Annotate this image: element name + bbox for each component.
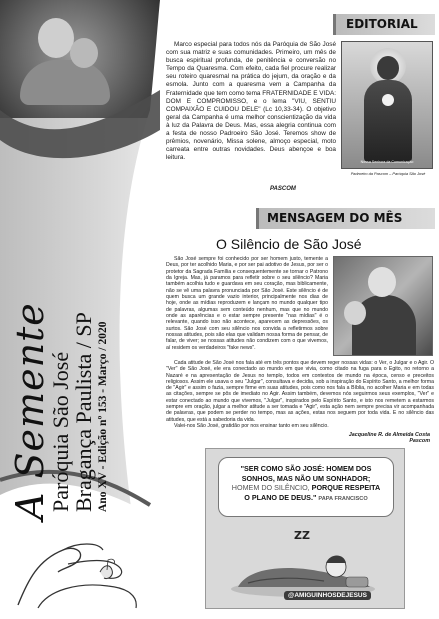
- left-banner: [0, 0, 160, 619]
- edition-info: Ano XV - Edição nº 153 - Março / 2020: [97, 321, 110, 512]
- saint-joseph-child-image: [333, 256, 433, 356]
- hands-seed-drawing: [8, 520, 148, 610]
- editorial-text: Marco especial para todos nós da Paróquia de São José com sua matriz e suas comunidades. Primeiro, um mês de busca espiritual profunda, de penitência e conversão no Tempo da Quaresma. Com efeito, cada fiel procure realizar seu roteiro quaresmal na prática do jejum, da oração e da esmola. Junto com a quaresma vem a Campanha da Fraternidade que tem como tema FRATERNIDADE E VIDA: DOM E COMPROMISSO, e o lema "VIU, SENTIU COMPAIXÃO E CUIDOU DELE" (Lc 10,33-34). O objetivo geral da Campanha é uma melhor conscientização da vida à luz da Palavra de Deus. Mas, essa alegria continua com a festa de nosso Padroeiro São José. Teremos show de prêmios, novenário, Missa solene, almoço especial, moto carreata entre outras novidades. Deus abençoe e boa leitura.: [166, 41, 337, 162]
- newsletter-title: A Semente: [7, 302, 52, 520]
- banner-masthead: [7, 190, 110, 520]
- author-name: Jacqueline R. de Almeida Costa: [348, 432, 430, 438]
- quote-text: PORQUE RESPEITA O PLANO DE DEUS.": [244, 483, 381, 502]
- message-header: MENSAGEM DO MÊS: [256, 208, 435, 229]
- quote-bubble: [218, 457, 394, 517]
- editorial-header: EDITORIAL: [333, 14, 435, 35]
- message-title: O Silêncio de São José: [216, 236, 362, 252]
- saint-image-label: Nossa Senhora da Comunicação: [360, 160, 414, 164]
- editorial-signature: PASCOM: [270, 186, 296, 192]
- author-org: Pascom: [409, 438, 430, 445]
- message-intro-text: São José sempre foi conhecido por ser homem justo, temente a Deus, por ter acolhido Maria, e por ser pai adotivo de Jesus, por ser o protetor da Sagrada Família e consequentemente se tornar o Patrono da Igreja. Mas, já paramos para refletir sobre o seu silêncio? Maria também acolhia tudo e guardava em seu coração, mas biblicamente, não se vê uma palavra pronunciada por São José. Este silêncio é de quem busca um grande vazio interior, principalmente nos dias de hoje, onde as mídias reproduzem e lançam no mundo qualquer tipo de palavras, algumas sem conteúdo nenhum, mas que no mundo onde as aparências e o estar sempre presente "nas mídias" é o relevante, quando isso não acontece, aparecem as depressões, os surtos. São José com seu silêncio nos convida a refletirmos sobre nossas atitudes, pois são elas que validam nossa forma de pensar, de falar, de viver; se nossas atitudes não condizem com o que vivemos, aí residem os verdadeiros "fake news".: [166, 256, 328, 351]
- saint-image: [341, 41, 433, 169]
- message-body: [166, 360, 434, 429]
- message-signature: [300, 432, 430, 445]
- quote-text: MAS NÃO UM SONHADOR;: [276, 473, 371, 483]
- quote-text: "SER COMO SÃO JOSÉ: HOMEM DOS SONHOS,: [240, 464, 372, 483]
- social-handle: @AMIGUINHOSDEJESUS: [284, 591, 371, 600]
- message-paragraph: Cada atitude de São José nos fala até em três pontos que devem reger nossas vidas: o Ver, o Julgar e o Agir. O "Ver" de São José, ele era conectado ao mundo em que vivia, como citado na fuga para o Egito, no retorno a Nazaré e na apresentação de Jesus no templo, todos em contextos de mundo na época, censo e preceitos religiosos. Assim ele usava o seu "Julgar", consultava e decidia, sob a inspiração do Espírito Santo, a melhor forma de "Agir" e assim o fazia, sempre firme em suas atitudes, pois como nos fala a Bíblia, no acolher Maria e em todas as citações, sempre se pôs de imediato no Agir. Assim também, devemos nós seguirmos seus exemplos, "Ver" e estar conectado ao mundo que vivemos, "Julgar", inspirados pelo Espírito Santo, e isto nos remetem a estarmos sempre em oração, julgar a melhor atitude a ser tomada e "Agir", esta ação nem sempre precisa vir acompanhada de palavras, que podem se perder no tempo, mas as ações, estas nos seguem por toda vida. E no silêncio das atitudes, que está a sabedoria da vida.: [166, 360, 434, 423]
- sleeping-joseph-illustration: [228, 537, 378, 597]
- city-name: Bragança Paulista / SP: [71, 312, 96, 512]
- quote-author: PAPA FRANCISCO: [318, 495, 368, 502]
- sleep-sound: ZZ: [294, 529, 310, 542]
- cartoon-card: [205, 448, 405, 609]
- quote-text: HOMEM DO SILÊNCIO,: [231, 483, 310, 493]
- message-paragraph: Valei-nos São José, gratidão por nos ensinar tanto em seu silêncio.: [174, 422, 329, 429]
- saint-image-caption: Padroeiro da Pascom – Paróquia São José: [350, 171, 426, 176]
- parish-name: Paróquia São José: [47, 351, 73, 512]
